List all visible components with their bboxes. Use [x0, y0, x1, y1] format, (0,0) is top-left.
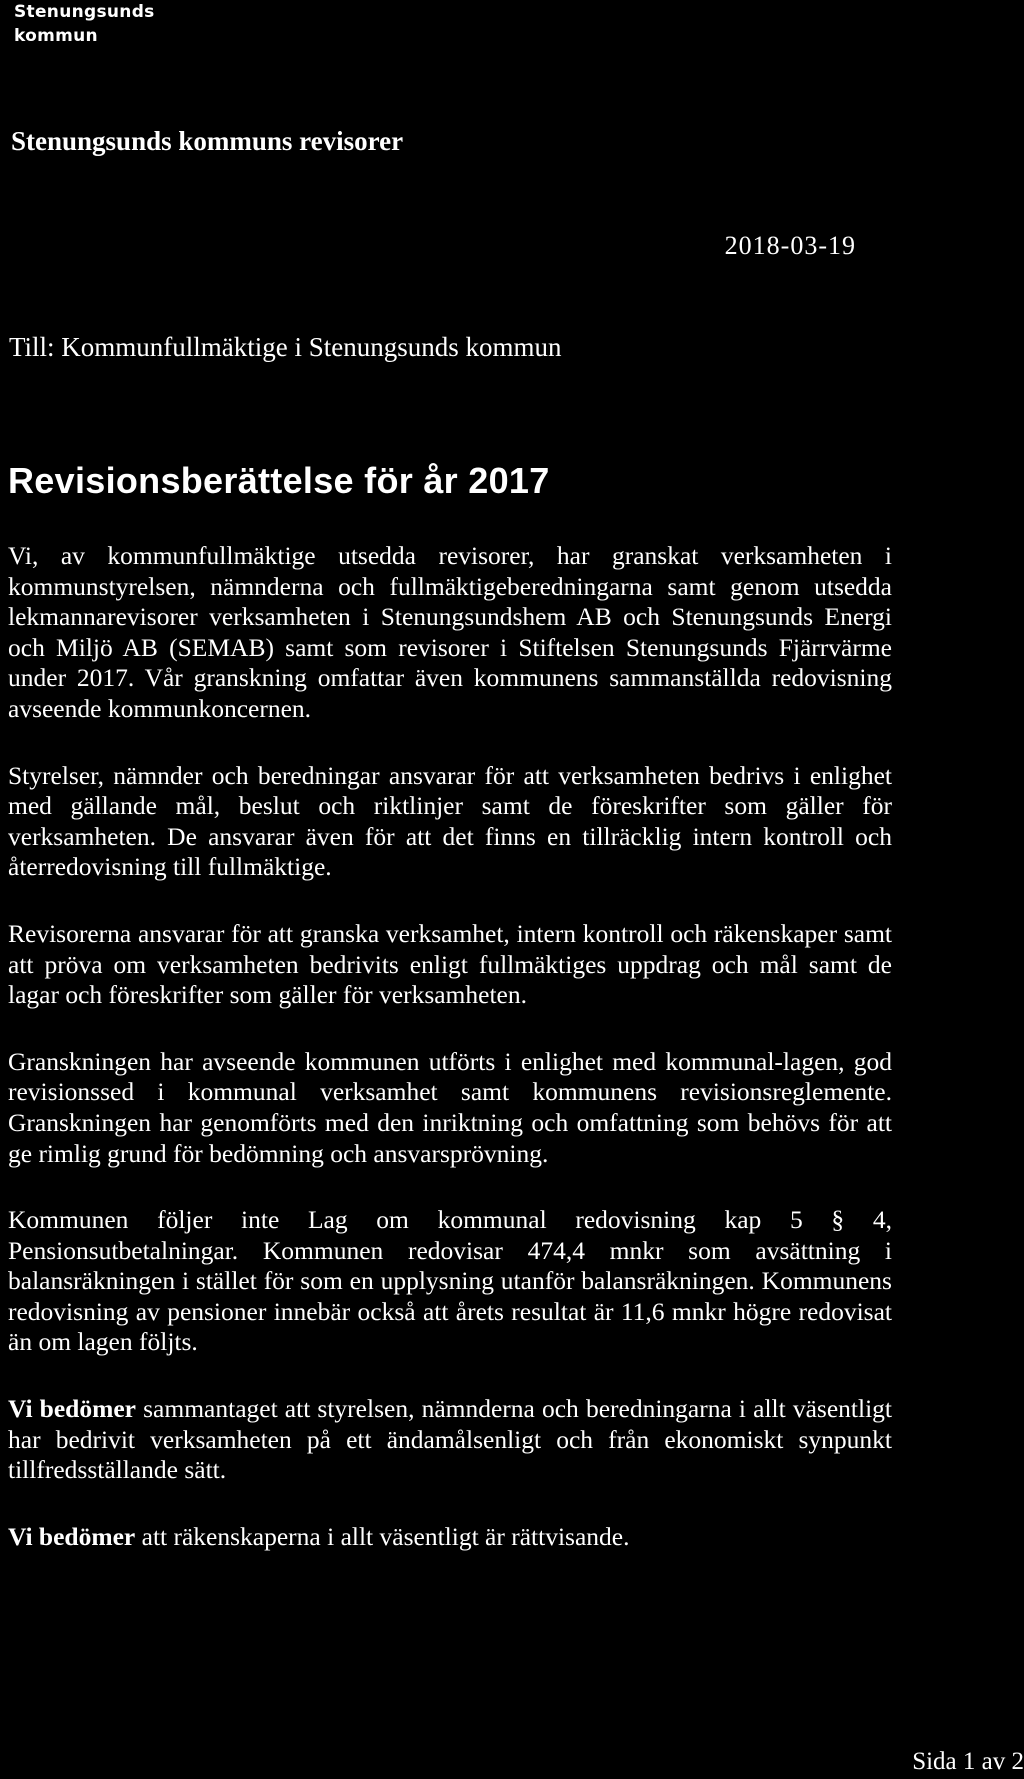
logo-line-1: Stenungsunds [14, 2, 155, 22]
paragraph-method: Granskningen har avseende kommunen utförts i enlighet med kommunal-lagen, god revisionssed i kommunal verksamhet samt kommunens revisionsreglemente. Granskningen har genomförts med den inriktning och omfattning som behövs för att ge rimlig grund för bedömning och ansvarsprövning. [8, 1046, 892, 1168]
assessment-text: att räkenskaperna i allt väsentligt är rättvisande. [135, 1521, 630, 1551]
assessment-text: sammantaget att styrelsen, nämnderna och beredningarna i allt väsentligt har bedrivit verksamheten på ett ändamålsenligt och från ekonomiskt synpunkt tillfredsställande sätt. [8, 1394, 892, 1485]
paragraph-auditor-duty: Revisorerna ansvarar för att granska verksamhet, intern kontroll och räkenskaper samt att pröva om verksamheten bedrivits enligt fullmäktiges uppdrag och mål samt de lagar och föreskrifter som gäller för verksamheten. [8, 918, 892, 1010]
page-number: Sida 1 av 2 [912, 1748, 1024, 1775]
municipality-logo [14, 0, 155, 48]
assessment-operations [8, 1394, 892, 1486]
recipient-line: Till: Kommunfullmäktige i Stenungsunds kommun [9, 332, 562, 362]
document-date: 2018-03-19 [724, 231, 856, 260]
paragraph-scope: Vi, av kommunfullmäktige utsedda revisorer, har granskat verksamheten i kommunstyrelsen, nämnderna och fullmäktigeberedningarna samt genom utsedda lekmannarevisorer verksamheten i Stenungsundshem AB och Stenungsunds Energi och Miljö AB (SEMAB) samt som revisorer i Stiftelsen Stenungsunds Fjärrvärme under 2017. Vår granskning omfattar även kommunens sammanställda redovisning avseende kommunkoncernen. [8, 541, 892, 723]
logo-line-2: kommun [14, 26, 98, 46]
document-body [8, 541, 892, 1588]
assessment-lead: Vi bedömer [8, 1394, 136, 1424]
paragraph-pensions: Kommunen följer inte Lag om kommunal redovisning kap 5 § 4, Pensionsutbetalningar. Kommunen redovisar 474,4 mnkr som avsättning i balansräkningen i stället för som en upplysning utanför balansräkningen. Kommunens redovisning av pensioner innebär också att årets resultat är 11,6 mnkr högre redovisat än om lagen följts. [8, 1205, 892, 1357]
page-title: Revisionsberättelse för år 2017 [8, 460, 550, 501]
assessment-accounts [8, 1522, 892, 1553]
organization-name: Stenungsunds kommuns revisorer [11, 126, 404, 156]
paragraph-responsibility: Styrelser, nämnder och beredningar ansvarar för att verksamheten bedrivs i enlighet med gällande mål, beslut och riktlinjer samt de föreskrifter som gäller för verksamheten. De ansvarar även för att det finns en tillräcklig intern kontroll och återredovisning till fullmäktige. [8, 760, 892, 882]
assessment-lead: Vi bedömer [8, 1521, 136, 1551]
